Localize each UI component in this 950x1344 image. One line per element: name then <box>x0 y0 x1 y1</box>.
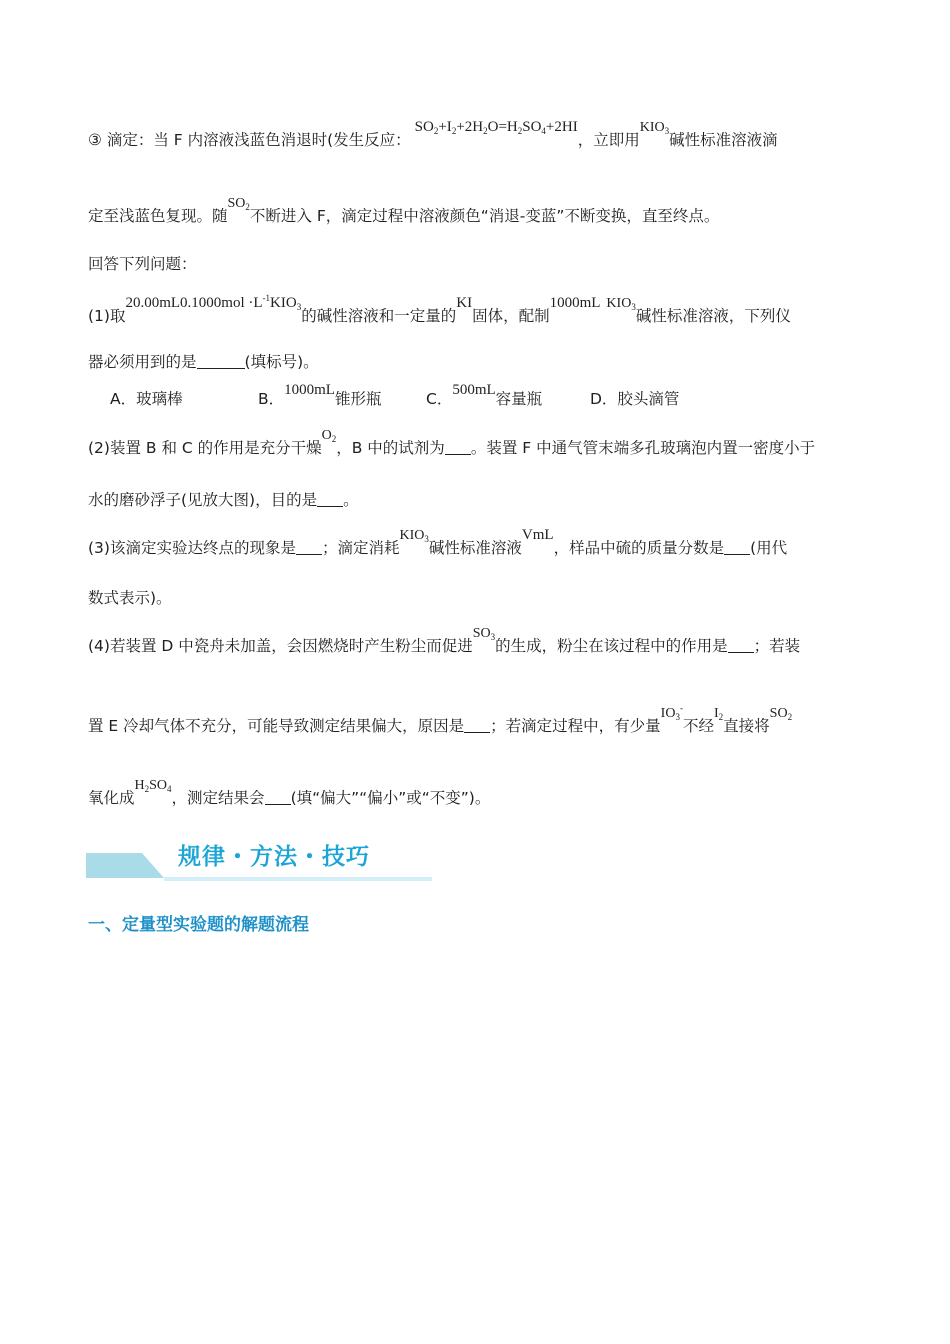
so2-formula-2: $SO_2$ <box>769 706 793 722</box>
circled-3-marker: ③ <box>88 131 102 149</box>
q3-text-3: 碱性标准溶液 <box>428 539 522 557</box>
q4-line3 <box>88 778 491 813</box>
q1-text-3: 固体，配制 <box>472 307 550 325</box>
q1-text-6: (填标号)。 <box>244 353 319 371</box>
q1-text-5: 器必须用到的是 <box>88 353 197 371</box>
option-b <box>258 382 426 410</box>
p3-text-2: ，立即用 <box>577 131 640 149</box>
q4-text-4: 置 E 冷却气体不充分，可能导致测定结果偏大，原因是 <box>88 717 465 735</box>
q4-text-5: ；若滴定过程中，有少量 <box>490 717 661 735</box>
concentration-formula: $20.00mL0.1000mol \cdot L^{-1}KIO_3$ <box>125 293 302 312</box>
p3-text-1: 滴定：当 F 内溶液浅蓝色消退时(发生反应： <box>101 131 411 149</box>
io3-formula: $IO_3^-$ <box>660 703 683 722</box>
volume-1000ml-flask: 1000mL <box>284 382 335 398</box>
option-b-prefix: B． <box>258 390 285 408</box>
q2-text-1: (2)装置 B 和 C 的作用是充分干燥 <box>88 439 322 457</box>
banner-title: 规律・方法・技巧 <box>178 844 370 870</box>
q1-line1 <box>88 293 791 331</box>
p3-text-3: 碱性标准溶液滴 <box>669 131 778 149</box>
q2-text-4: 水的磨砂浮子(见放大图)，目的是 <box>88 491 318 509</box>
volume-1000ml: 1000mL <box>549 295 601 311</box>
kio3-formula-3: $KIO_3$ <box>399 528 429 544</box>
kio3-formula-2: $KIO_3$ <box>606 296 636 312</box>
p3-line2 <box>88 196 720 231</box>
banner-band <box>86 853 164 878</box>
so3-formula: $SO_3$ <box>472 626 496 642</box>
q3-text-5: (用代 <box>750 539 788 557</box>
option-a: A．玻璃棒 <box>110 390 183 408</box>
option-b-suffix: 锥形瓶 <box>334 390 382 408</box>
answer-blank-q4-effect[interactable] <box>265 790 291 805</box>
q4-text-7: 直接将 <box>723 717 770 735</box>
answer-blank-q4-role[interactable] <box>728 638 754 653</box>
q4-text-1: (4)若装置 D 中瓷舟未加盖，会因燃烧时产生粉尘而促进 <box>88 637 473 655</box>
q4-line2 <box>88 703 793 741</box>
vml-formula: VmL <box>521 527 554 543</box>
q1-line2 <box>88 352 319 372</box>
q3-text-1: (3)该滴定实验达终点的现象是 <box>88 539 296 557</box>
q2-text-5: 。 <box>343 491 359 509</box>
so2-formula: $SO_2$ <box>227 196 250 212</box>
q3-text-2: ；滴定消耗 <box>321 539 400 557</box>
answer-blank-q1[interactable] <box>197 354 245 369</box>
o2-formula: $O_2$ <box>321 428 337 444</box>
q4-text-2: 的生成，粉尘在该过程中的作用是 <box>495 637 728 655</box>
q2-text-3: 。装置 F 中通气管末端多孔玻璃泡内置一密度小于 <box>470 439 816 457</box>
questions-intro: 回答下列问题： <box>88 255 197 273</box>
q3-line1 <box>88 527 788 563</box>
q2-text-2: ，B 中的试剂为 <box>336 439 445 457</box>
q2-line2 <box>88 490 359 510</box>
q1-options <box>110 382 680 410</box>
p3-line1 <box>88 119 778 155</box>
section-title: 一、定量型实验题的解题流程 <box>88 915 309 935</box>
answer-blank-q3-endpoint[interactable] <box>296 540 322 555</box>
q3-text-4: ，样品中硫的质量分数是 <box>553 539 725 557</box>
q2-line1 <box>88 428 816 463</box>
q4-text-3: ；若装 <box>753 637 801 655</box>
option-d: D．胶头滴管 <box>590 390 680 408</box>
answer-blank-q2-purpose[interactable] <box>317 492 343 507</box>
banner-underline <box>164 877 432 881</box>
option-c <box>426 382 590 410</box>
h2so4-formula: $H_2SO_4$ <box>134 778 172 794</box>
reaction-formula: $SO_2+I_2+2H_2O=H_2SO_4+2HI$ <box>414 119 578 136</box>
kio3-formula: $KIO_3$ <box>639 120 670 136</box>
q4-text-6: 不经 <box>682 717 714 735</box>
p3-text-4: 定至浅蓝色复现。随 <box>88 207 228 225</box>
q1-text-2: 的碱性溶液和一定量的 <box>301 307 457 325</box>
q4-line1 <box>88 626 801 661</box>
q4-text-9: ，测定结果会 <box>171 789 265 807</box>
option-c-prefix: C． <box>426 390 453 408</box>
volume-500ml: 500mL <box>452 382 496 398</box>
p3-text-5: 不断进入 F，滴定过程中溶液颜色“消退-变蓝”不断变换，直至终点。 <box>249 207 720 225</box>
answer-blank-q2-reagent[interactable] <box>445 440 471 455</box>
answer-blank-q4-reason[interactable] <box>464 718 490 733</box>
i2-formula: $I_2$ <box>713 706 724 722</box>
q1-text-1: (1)取 <box>88 307 126 325</box>
option-c-suffix: 容量瓶 <box>495 390 543 408</box>
q4-text-8: 氧化成 <box>88 789 135 807</box>
answer-blank-q3-fraction[interactable] <box>724 540 750 555</box>
q1-text-4: 碱性标准溶液，下列仪 <box>635 307 791 325</box>
q3-line2: 数式表示)。 <box>88 589 172 607</box>
ki-formula: KI <box>456 295 473 311</box>
q4-text-10: (填“偏大”“偏小”或“不变”)。 <box>290 789 491 807</box>
